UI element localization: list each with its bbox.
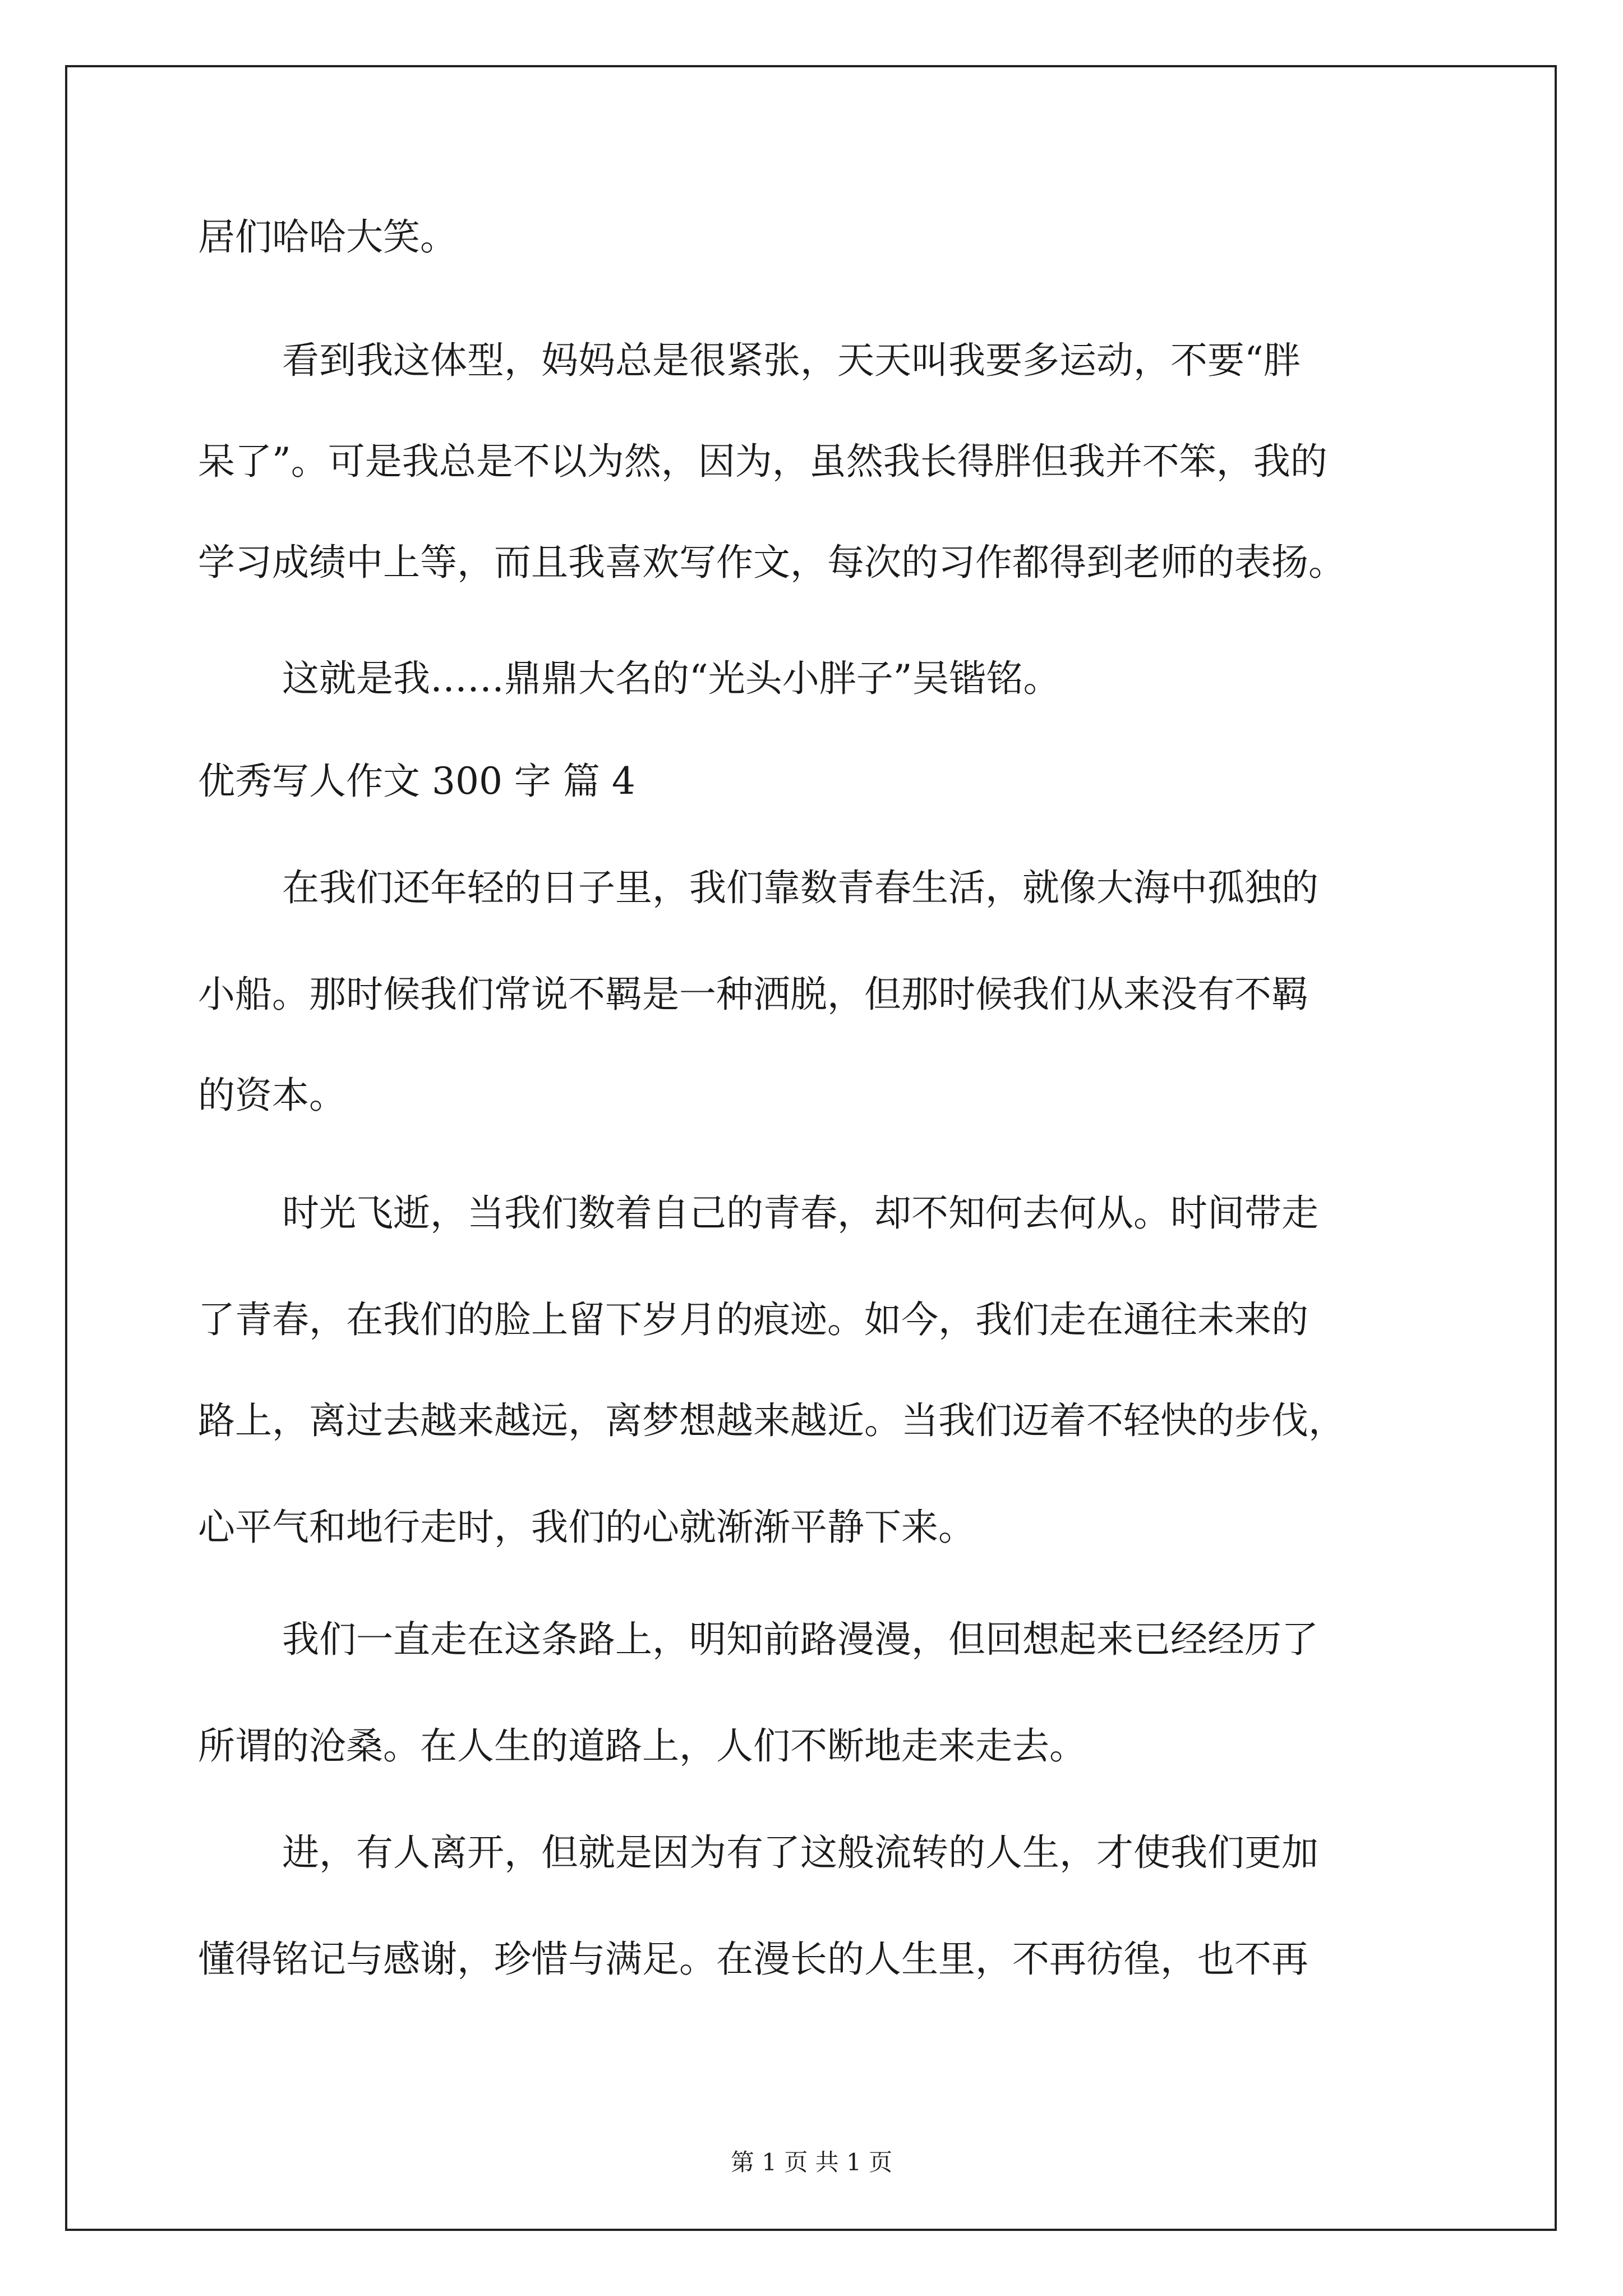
paragraph-line: 居们哈哈大笑。 [198, 215, 457, 259]
paragraph-line: 所谓的沧桑。在人生的道路上，人们不断地走来走去。 [198, 1724, 1086, 1768]
paragraph-line: 看到我这体型，妈妈总是很紧张，天天叫我要多运动，不要“胖 [282, 339, 1301, 382]
paragraph-line: 了青春，在我们的脸上留下岁月的痕迹。如今，我们走在通往未来的 [198, 1298, 1308, 1341]
paragraph-line: 在我们还年轻的日子里，我们靠数青春生活，就像大海中孤独的 [282, 866, 1318, 909]
paragraph-line: 进，有人离开，但就是因为有了这般流转的人生，才使我们更加 [282, 1831, 1318, 1874]
paragraph-line: 呆了”。可是我总是不以为然，因为，虽然我长得胖但我并不笨，我的 [198, 440, 1327, 483]
paragraph-line: 这就是我……鼎鼎大名的“光头小胖子”吴锴铭。 [282, 657, 1061, 700]
paragraph-line: 时光飞逝，当我们数着自己的青春，却不知何去何从。时间带走 [282, 1191, 1318, 1235]
page-border [65, 65, 1557, 2231]
paragraph-line: 路上，离过去越来越远，离梦想越来越近。当我们迈着不轻快的步伐， [198, 1399, 1345, 1442]
paragraph-line: 我们一直走在这条路上，明知前路漫漫，但回想起来已经经历了 [282, 1618, 1318, 1661]
section-heading: 优秀写人作文 300 字 篇 4 [198, 760, 635, 803]
page-footer: 第 1 页 共 1 页 [730, 2148, 893, 2176]
paragraph-line: 学习成绩中上等，而且我喜欢写作文，每次的习作都得到老师的表扬。 [198, 541, 1345, 584]
paragraph-line: 心平气和地行走时，我们的心就渐渐平静下来。 [198, 1506, 975, 1549]
paragraph-line: 小船。那时候我们常说不羁是一种洒脱，但那时候我们从来没有不羁 [198, 973, 1308, 1016]
paragraph-line: 懂得铭记与感谢，珍惜与满足。在漫长的人生里，不再彷徨，也不再 [198, 1938, 1308, 1981]
paragraph-line: 的资本。 [198, 1074, 346, 1117]
